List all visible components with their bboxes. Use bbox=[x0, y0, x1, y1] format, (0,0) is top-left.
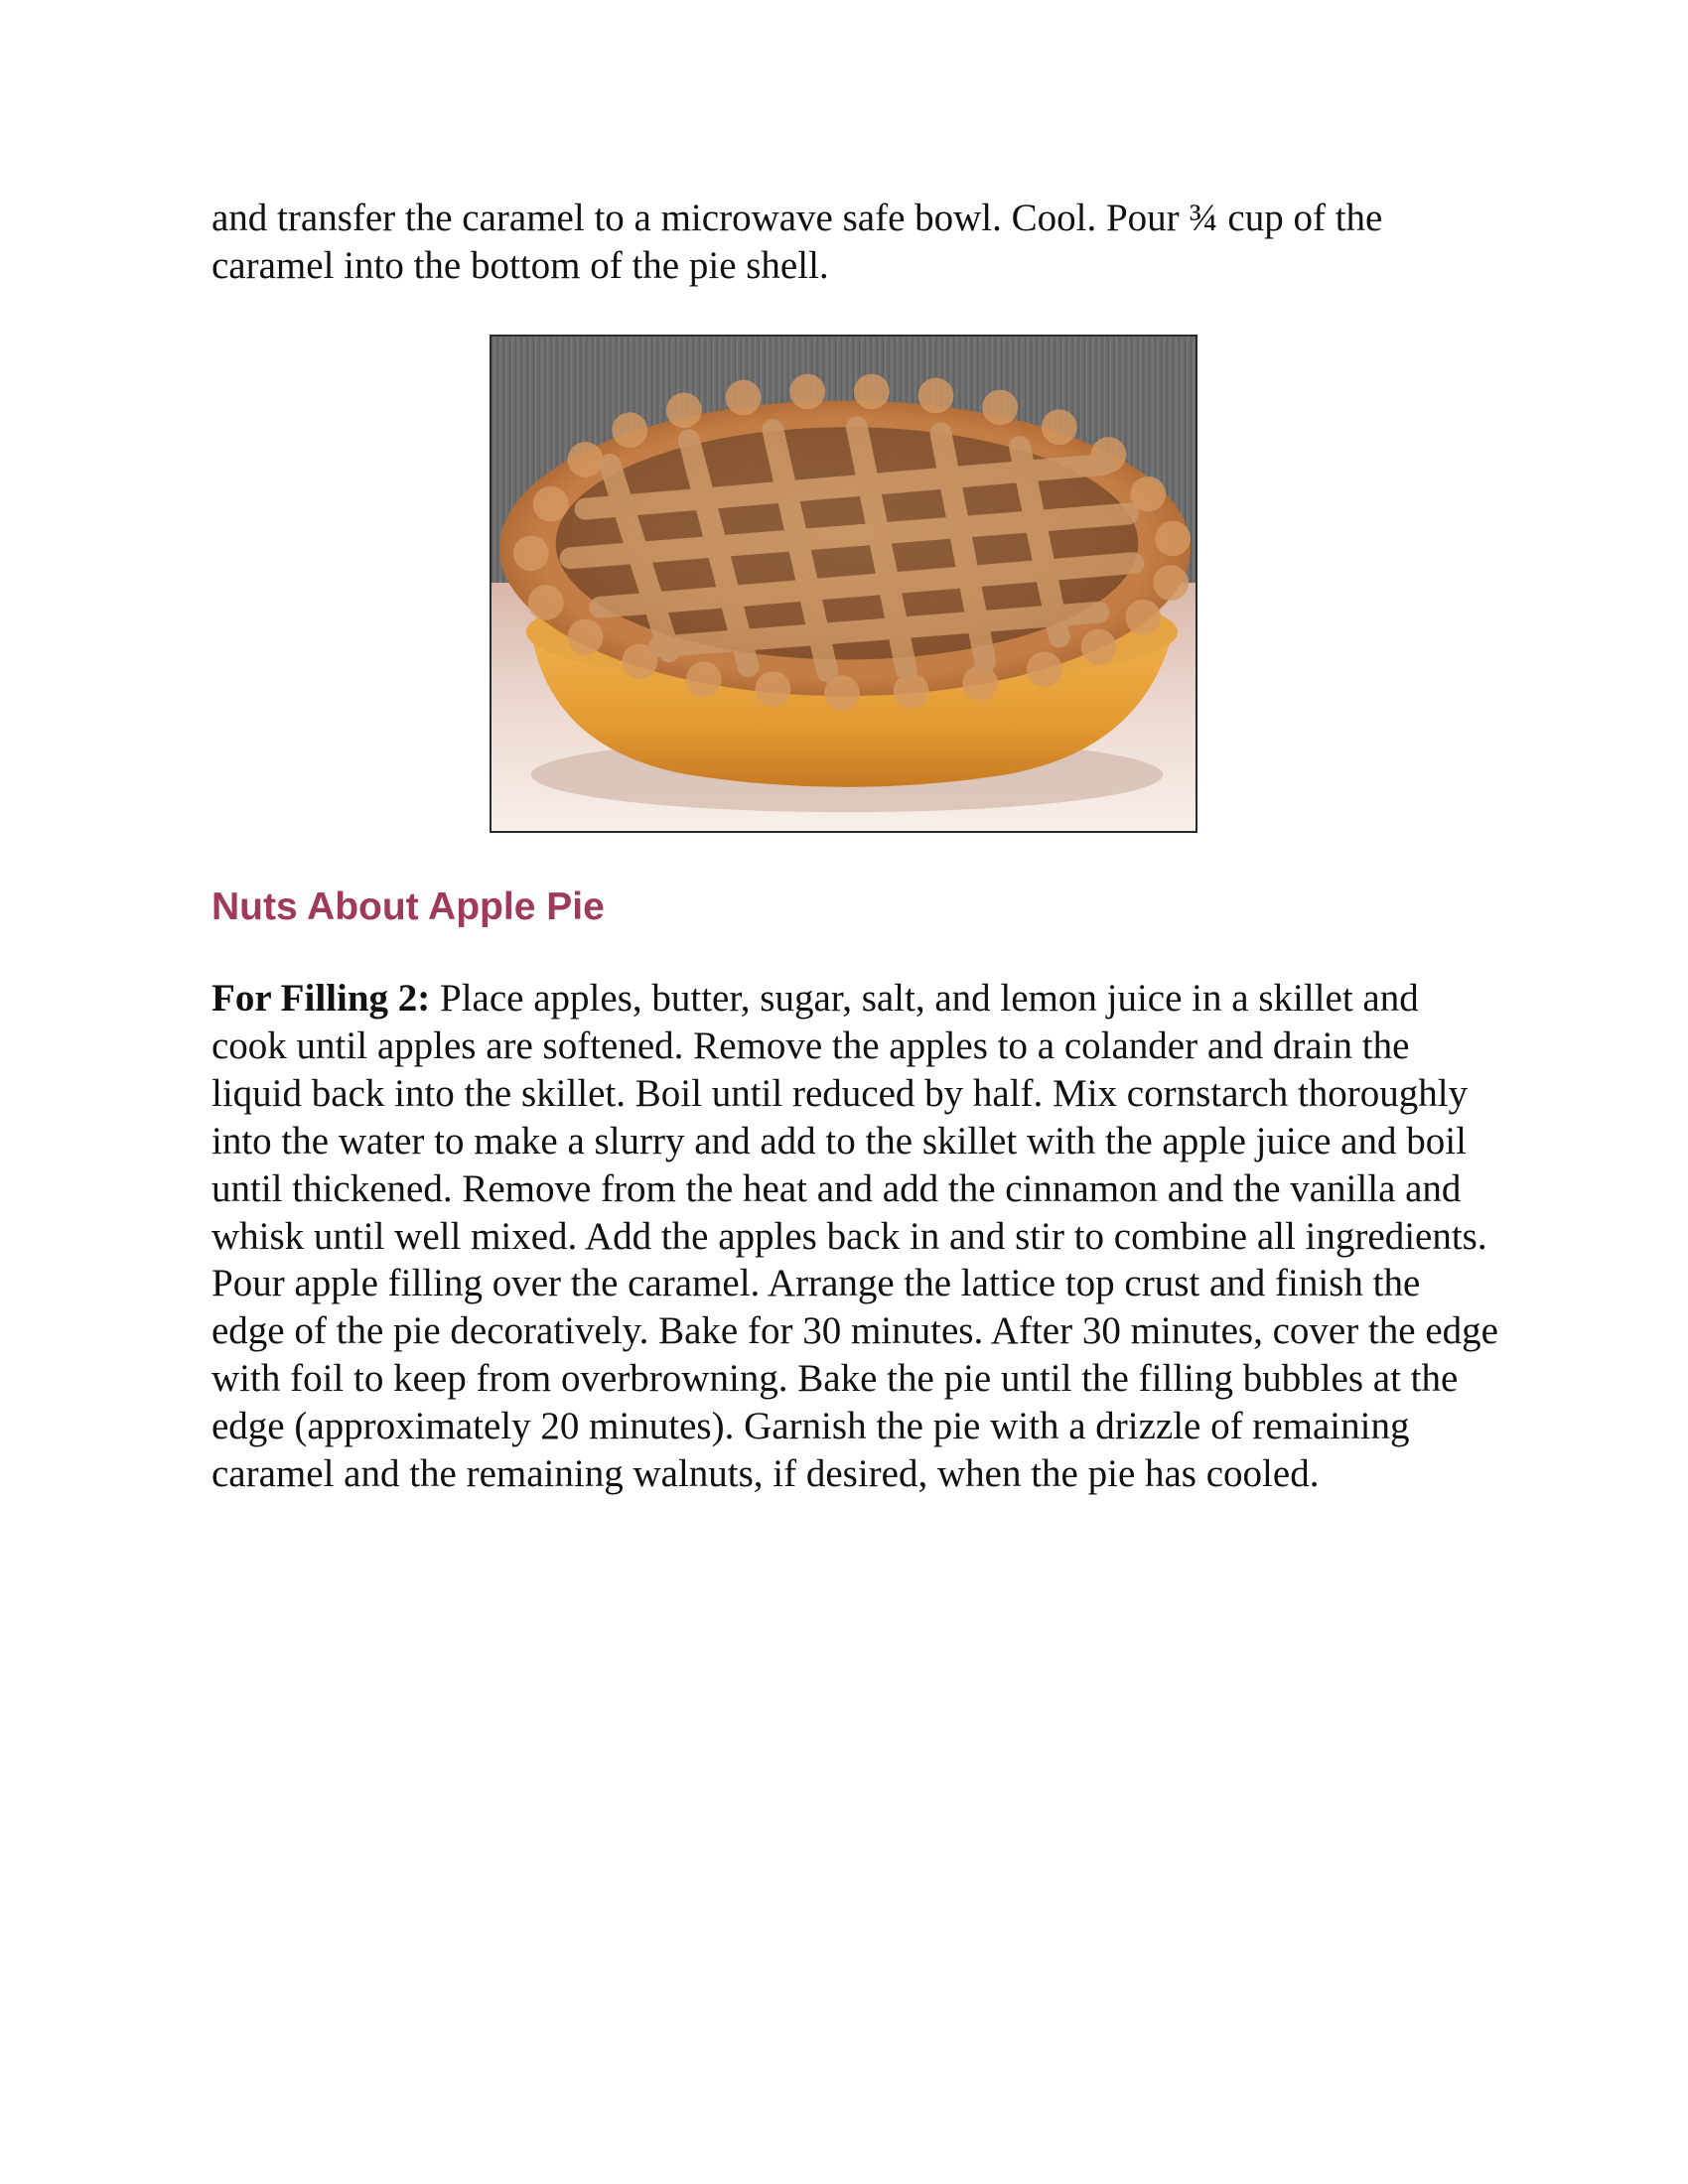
apple-pie-photo bbox=[490, 335, 1197, 833]
filling-text: Place apples, butter, sugar, salt, and lemon juice in a skillet and cook until apples are softened. Remove the apples to a colander and drain the liquid back into the skillet. Boil until reduced by half. Mix cornstarch thoroughly into the water to make a slurry and add to the skillet with the apple juice and boil until thickened. Remove from the heat and add the cinnamon and the vanilla and whisk until well mixed. Add the apples back in and stir to combine all ingredients. Pour apple filling over the caramel. Arrange the lattice top crust and finish the edge of the pie decoratively. Bake for 30 minutes. After 30 minutes, cover the edge with foil to keep from overbrowning. Bake the pie until the filling bubbles at the edge (approximately 20 minutes). Garnish the pie with a drizzle of remaining caramel and the remaining walnuts, if desired, when the pie has cooled. bbox=[211, 977, 1498, 1496]
filling-lead: For Filling 2: bbox=[211, 977, 431, 1020]
filling-instructions bbox=[211, 975, 1502, 1498]
section-heading: Nuts About Apple Pie bbox=[211, 886, 605, 928]
intro-paragraph: and transfer the caramel to a microwave safe bowl. Cool. Pour ¾ cup of the caramel into the bottom of the pie shell. bbox=[211, 197, 1383, 287]
document-page bbox=[211, 195, 1502, 290]
